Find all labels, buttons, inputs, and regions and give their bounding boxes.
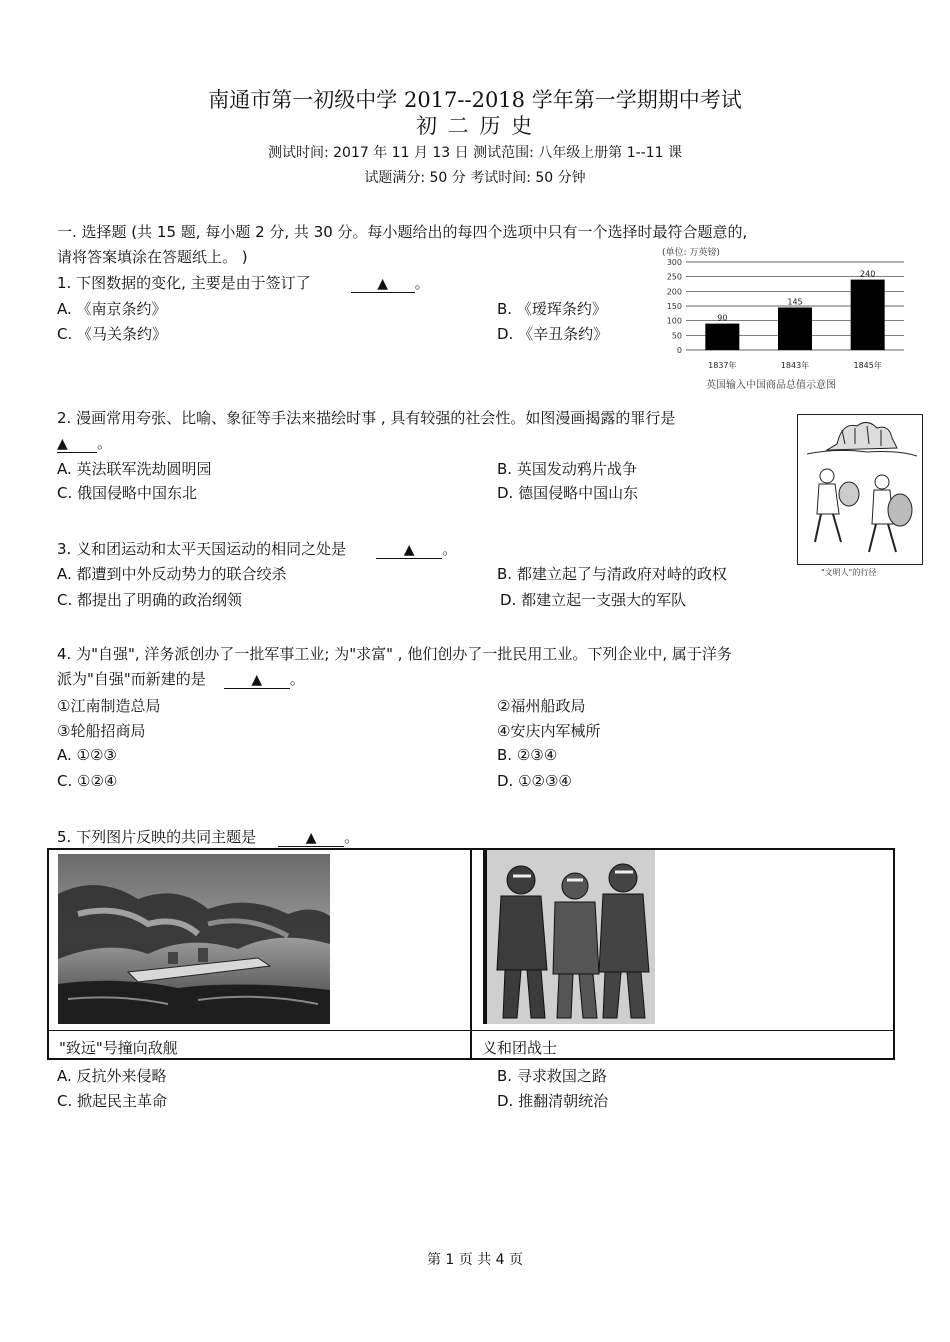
q3-option-c: C. 都提出了明确的政治纲领 bbox=[57, 591, 243, 609]
q4-item-1: ①江南制造总局 bbox=[57, 697, 161, 715]
chart-y-tick-label: 150 bbox=[666, 302, 682, 311]
q5-option-a: A. 反抗外来侵略 bbox=[57, 1067, 167, 1085]
warship-photo bbox=[58, 854, 330, 1024]
section-intro-line1: 一. 选择题 (共 15 题, 每小题 2 分, 共 30 分。每小题给出的每四个选项中只有一个选择时最符合题意的, bbox=[57, 223, 748, 241]
chart-y-tick-label: 0 bbox=[676, 346, 682, 355]
cartoon-caption: "文明人"的行径 bbox=[821, 568, 877, 577]
chart-y-tick-label: 100 bbox=[666, 316, 682, 326]
chart-y-tick-label: 250 bbox=[666, 272, 682, 282]
question-3-end: 。 bbox=[442, 540, 458, 558]
caption-zhiyuan: "致远"号撞向敌舰 bbox=[59, 1039, 178, 1057]
q4-item-2: ②福州船政局 bbox=[497, 697, 586, 715]
chart-y-tick-label: 300 bbox=[666, 258, 682, 267]
q2-option-b: B. 英国发动鸦片战争 bbox=[497, 460, 637, 478]
question-3-stem bbox=[57, 538, 457, 559]
chart-x-tick-label: 1837年 bbox=[708, 361, 737, 370]
question-1-end: 。 bbox=[414, 274, 430, 292]
q3-option-d: D. 都建立起一支强大的军队 bbox=[500, 591, 687, 609]
question-4-stem-line1: 4. 为"自强", 洋务派创办了一批军事工业; 为"求富" , 他们创办了一批民用工业。下列企业中, 属于洋务 bbox=[57, 645, 732, 663]
q5-option-c: C. 掀起民主革命 bbox=[57, 1092, 168, 1110]
question-5-end: 。 bbox=[344, 828, 360, 846]
answer-blank: ▲ bbox=[376, 542, 442, 559]
question-2-stem: 2. 漫画常用夸张、比喻、象征等手法来描绘时事 , 具有较强的社会性。如图漫画揭露的罪行是 bbox=[57, 409, 676, 427]
answer-blank: ▲ bbox=[351, 276, 415, 293]
q4-item-3: ③轮船招商局 bbox=[57, 722, 146, 740]
chart-bars bbox=[705, 270, 884, 350]
q2-option-d: D. 德国侵略中国山东 bbox=[497, 484, 639, 502]
question-5-text: 5. 下列图片反映的共同主题是 bbox=[57, 828, 257, 846]
q1-option-a: A. 《南京条约》 bbox=[57, 300, 167, 318]
answer-blank: ▲ bbox=[278, 830, 344, 847]
question-1-text: 1. 下图数据的变化, 主要是由于签订了 bbox=[57, 274, 311, 292]
exam-info-line1: 测试时间: 2017 年 11 月 13 日 测试范围: 八年级上册第 1--11 课 bbox=[267, 145, 683, 161]
trade-bar-chart bbox=[660, 244, 910, 389]
q4-item-4: ④安庆内军械所 bbox=[497, 722, 601, 740]
q2-option-c: C. 俄国侵略中国东北 bbox=[57, 484, 198, 502]
chart-bar bbox=[705, 324, 739, 350]
answer-blank: ▲ bbox=[224, 672, 290, 689]
q4-option-b: B. ②③④ bbox=[497, 746, 558, 764]
chart-bar bbox=[778, 307, 812, 350]
question-4-stem-line2 bbox=[57, 668, 305, 689]
q5-option-b: B. 寻求救国之路 bbox=[497, 1067, 607, 1085]
section-intro-line2: 请将答案填涂在答题纸上。 ) bbox=[57, 248, 248, 266]
chart-data-label: 145 bbox=[787, 297, 803, 307]
table-divider-horizontal bbox=[49, 1030, 893, 1031]
q4-option-a: A. ①②③ bbox=[57, 746, 117, 764]
q4-option-c: C. ①②④ bbox=[57, 772, 118, 790]
question-4-text: 派为"自强"而新建的是 bbox=[57, 670, 206, 688]
question-3-text: 3. 义和团运动和太平天国运动的相同之处是 bbox=[57, 540, 347, 558]
answer-blank: ▲ bbox=[57, 436, 97, 453]
q5-option-d: D. 推翻清朝统治 bbox=[497, 1092, 609, 1110]
chart-y-tick-label: 200 bbox=[666, 287, 682, 297]
question-5-stem bbox=[57, 826, 359, 847]
chart-x-labels bbox=[708, 360, 882, 370]
q1-option-d: D. 《辛丑条约》 bbox=[497, 325, 609, 343]
picture-table bbox=[47, 848, 895, 1060]
chart-x-tick-label: 1843年 bbox=[780, 361, 810, 370]
question-2-blank-line bbox=[57, 432, 112, 453]
cartoon-image bbox=[797, 414, 923, 578]
chart-y-tick-label: 50 bbox=[671, 331, 682, 341]
q4-option-d: D. ①②③④ bbox=[497, 772, 572, 790]
chart-caption: 英国输入中国商品总值示意图 bbox=[706, 380, 836, 389]
subject-title: 初 二 历 史 bbox=[415, 114, 535, 138]
q1-option-b: B. 《瑷珲条约》 bbox=[497, 300, 607, 318]
q2-option-a: A. 英法联军洗劫圆明园 bbox=[57, 460, 212, 478]
exam-title: 南通市第一初级中学 2017--2018 学年第一学期期中考试 bbox=[208, 88, 742, 112]
q1-option-c: C. 《马关条约》 bbox=[57, 325, 168, 343]
question-1-stem bbox=[57, 272, 430, 293]
page-number: 第 1 页 共 4 页 bbox=[426, 1252, 524, 1268]
exam-info-line2: 试题满分: 50 分 考试时间: 50 分钟 bbox=[364, 170, 586, 186]
q3-option-a: A. 都遭到中外反动势力的联合绞杀 bbox=[57, 565, 287, 583]
question-2-end: 。 bbox=[97, 434, 113, 452]
question-4-end: 。 bbox=[289, 670, 305, 688]
q3-option-b: B. 都建立起了与清政府对峙的政权 bbox=[497, 565, 727, 583]
chart-x-tick-label: 1845年 bbox=[853, 361, 882, 370]
chart-bar bbox=[851, 280, 885, 350]
table-divider-vertical bbox=[470, 850, 472, 1058]
chart-data-label: 90 bbox=[717, 313, 728, 323]
boxer-fighters-photo bbox=[483, 850, 655, 1024]
chart-unit-label: (单位: 万英镑) bbox=[662, 248, 720, 258]
caption-boxers: 义和团战士 bbox=[482, 1039, 558, 1057]
chart-data-label: 240 bbox=[860, 269, 876, 279]
